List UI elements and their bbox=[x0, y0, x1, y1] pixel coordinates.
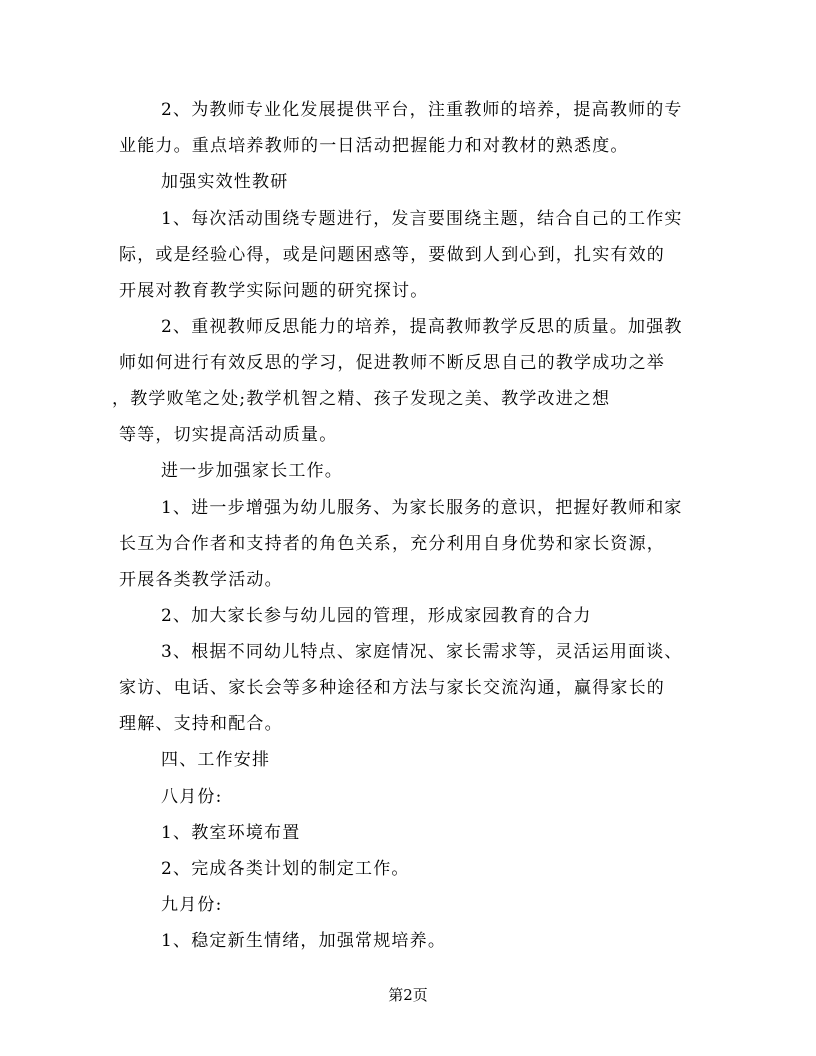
section-heading: 加强实效性教研 bbox=[161, 172, 289, 192]
paragraph-line: 2、加大家长参与幼儿园的管理，形成家园教育的合力 bbox=[161, 606, 592, 626]
paragraph-line: 开展对教育教学实际问题的研究探讨。 bbox=[119, 281, 429, 301]
paragraph-line: 际，或是经验心得，或是问题困惑等，要做到人到心到，扎实有效的 bbox=[119, 245, 665, 265]
section-heading: 四、工作安排 bbox=[161, 750, 271, 770]
paragraph-line: 长互为合作者和支持者的角色关系，充分利用自身优势和家长资源， bbox=[119, 534, 665, 554]
paragraph-line: 3、根据不同幼儿特点、家庭情况、家长需求等，灵活运用面谈、 bbox=[161, 642, 683, 662]
paragraph-line: 理解、支持和配合。 bbox=[119, 714, 283, 734]
paragraph-line: ，教学败笔之处;教学机智之精、孩子发现之美、教学改进之想 bbox=[112, 389, 611, 409]
paragraph-line: 家访、电话、家长会等多种途径和方法与家长交流沟通，赢得家长的 bbox=[119, 678, 665, 698]
paragraph-line: 1、每次活动围绕专题进行，发言要围绕主题，结合自己的工作实 bbox=[161, 209, 683, 229]
list-item: 1、教室环境布置 bbox=[161, 823, 301, 843]
month-heading: 八月份: bbox=[161, 787, 223, 807]
paragraph-line: 等等，切实提高活动质量。 bbox=[119, 425, 338, 445]
paragraph-line: 1、进一步增强为幼儿服务、为家长服务的意识，把握好教师和家 bbox=[161, 498, 683, 518]
section-heading: 进一步加强家长工作。 bbox=[161, 461, 343, 481]
paragraph-line: 开展各类教学活动。 bbox=[119, 570, 283, 590]
page-number: 第2页 bbox=[388, 986, 428, 1004]
list-item: 2、完成各类计划的制定工作。 bbox=[161, 859, 410, 879]
list-item: 1、稳定新生情绪，加强常规培养。 bbox=[161, 931, 447, 951]
paragraph-line: 师如何进行有效反思的学习，促进教师不断反思自己的教学成功之举 bbox=[119, 353, 665, 373]
paragraph-line: 2、为教师专业化发展提供平台，注重教师的培养，提高教师的专 bbox=[161, 100, 683, 120]
paragraph-line: 2、重视教师反思能力的培养，提高教师教学反思的质量。加强教 bbox=[161, 317, 683, 337]
paragraph-line: 业能力。重点培养教师的一日活动把握能力和对教材的熟悉度。 bbox=[119, 136, 629, 156]
month-heading: 九月份: bbox=[161, 895, 223, 915]
